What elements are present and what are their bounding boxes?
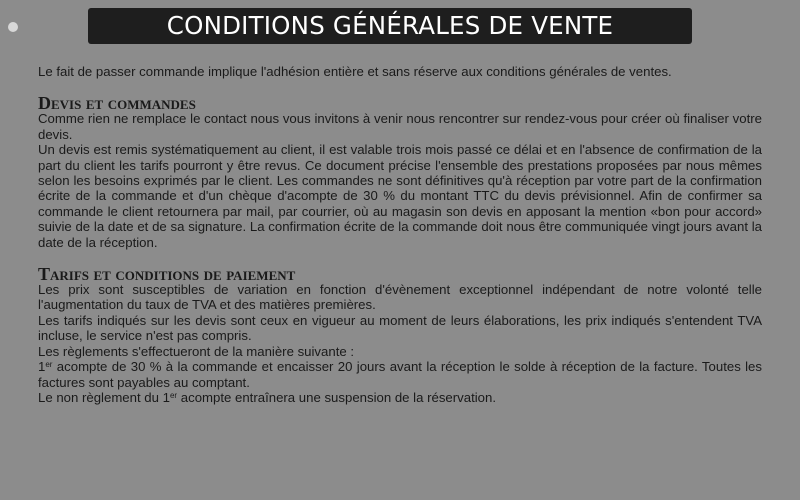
non-reglement-end: acompte entraînera une suspension de la réservation. <box>177 389 497 405</box>
intro-paragraph: Le fait de passer commande implique l'adhésion entière et sans réserve aux conditions générales de ventes. <box>38 64 672 79</box>
ordinal-suffix: er <box>45 360 53 370</box>
section-tarifs-paiement <box>38 264 762 405</box>
document-body <box>38 64 762 419</box>
paragraph-non-reglement <box>38 390 762 405</box>
bullet-dot-icon <box>8 22 18 32</box>
paragraph: Les tarifs indiqués sur les devis sont ceux en vigueur au moment de leurs élaborations, les prix indiqués s'entendent TVA incluse, le service n'est pas compris. <box>38 312 762 344</box>
paragraph: Les prix sont susceptibles de variation en fonction d'évènement exceptionnel indépendant de notre volonté telle l'augmentation du taux de TVA et des matières premières. <box>38 282 762 313</box>
section-heading: Tarifs et conditions de paiement <box>38 264 296 285</box>
paragraph: Un devis est remis systématiquement au client, il est valable trois mois passé ce délai et en l'absence de confirmation de la part du client les tarifs pourront y être revus. Ce document précise l'ensemble des prestations proposées par nous mêmes selon les besoins exprimés par le client. Les commandes ne sont définitives qu'à réception par votre part de la confirmation écrite de la commande et d'un chèque d'acompte de 30 % du montant TTC du devis prévisionnel. Afin de confirmer sa commande le client retournera par mail, par courrier, où au magasin son devis en apposant la mention «bon pour accord» suivie de la date et de sa signature. La confirmation écrite de la commande doit nous être communiquée vingt jours avant la date de la réception. <box>38 142 762 250</box>
non-reglement-start: Le non règlement du <box>38 389 163 405</box>
ordinal-number: 1 <box>38 359 46 375</box>
page-title: CONDITIONS GÉNÉRALES DE VENTE <box>88 8 692 44</box>
ordinal-number: 1 <box>162 389 170 405</box>
paragraph: Comme rien ne remplace le contact nous vous invitons à venir nous rencontrer sur rendez-vous pour créer où finaliser votre devis. <box>38 111 762 142</box>
paragraph-acompte <box>38 359 762 390</box>
acompte-text: acompte de 30 % à la commande et encaisser 20 jours avant la réception le solde à réception de la facture. Toutes les factures sont payables au comptant. <box>38 359 762 390</box>
paragraph: Les règlements s'effectueront de la manière suivante : <box>38 343 355 359</box>
header <box>0 0 800 48</box>
section-devis-commandes <box>38 93 762 250</box>
ordinal-suffix: er <box>169 390 178 400</box>
section-heading: Devis et commandes <box>38 93 196 114</box>
